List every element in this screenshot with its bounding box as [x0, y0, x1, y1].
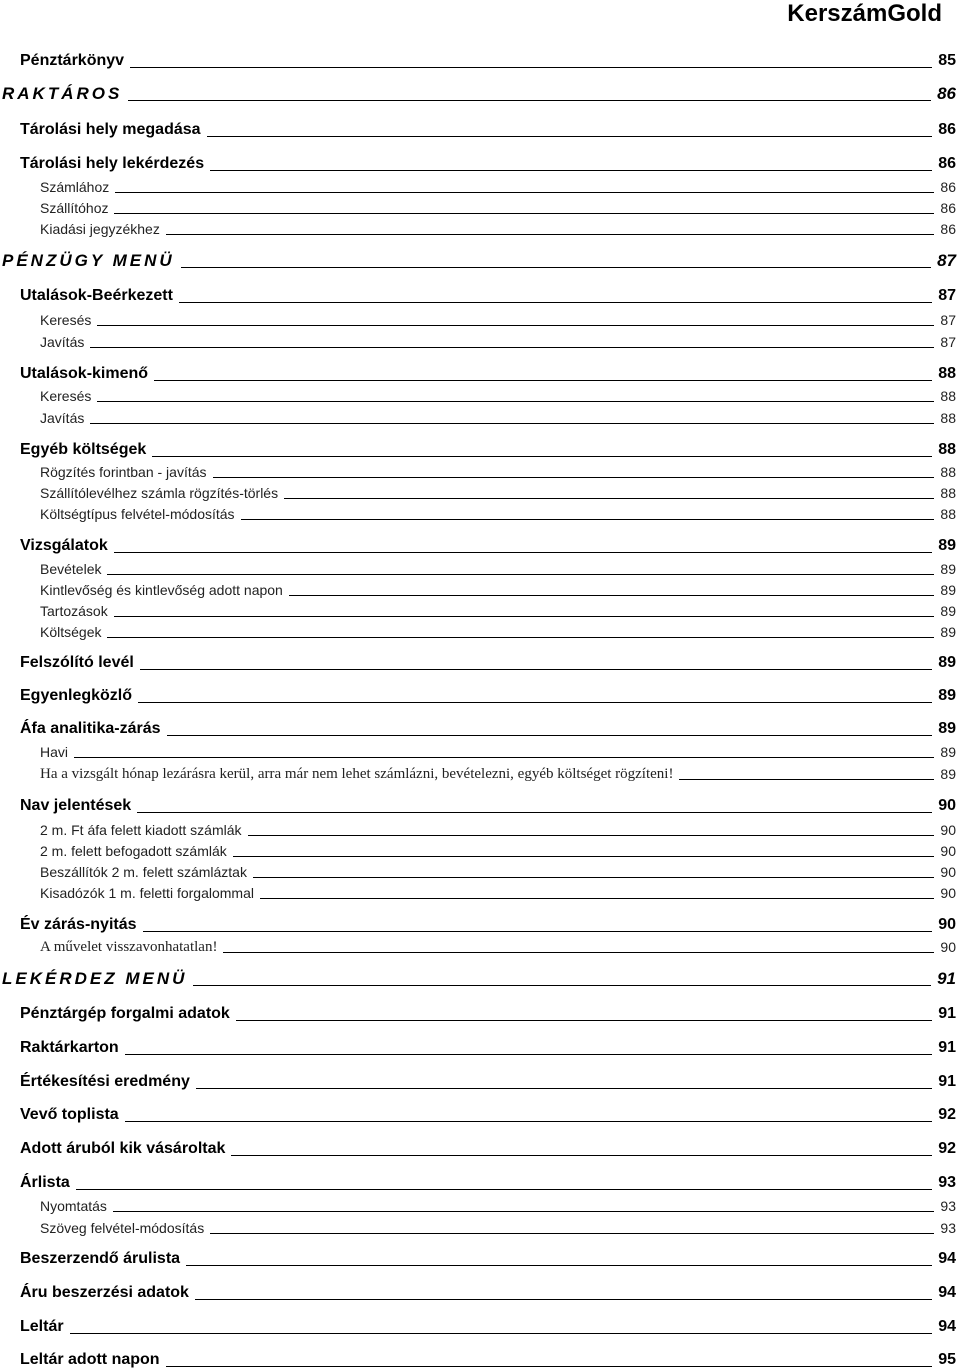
toc-page-number: 92	[938, 1106, 956, 1123]
toc-page-number: 89	[938, 537, 956, 554]
toc-entry-label: Kisadózók 1 m. feletti forgalommal	[40, 885, 254, 901]
toc-subentry[interactable]	[40, 560, 956, 578]
toc-subentry[interactable]	[40, 1197, 956, 1215]
toc-entry-label: Beszállítók 2 m. felett számláztak	[40, 864, 247, 880]
toc-page-number: 86	[940, 179, 956, 195]
toc-entry-label: Javítás	[40, 410, 85, 426]
toc-entry[interactable]	[20, 286, 956, 306]
toc-entry[interactable]	[20, 653, 956, 673]
toc-leader-line	[76, 1189, 932, 1190]
toc-entry-label: Tárolási hely lekérdezés	[20, 155, 205, 172]
toc-entry-label: Szállítólevélhez számla rögzítés-törlés	[40, 485, 279, 501]
toc-entry[interactable]	[20, 1038, 956, 1058]
toc-section-heading[interactable]	[2, 83, 956, 105]
toc-leader-line	[143, 931, 933, 932]
toc-entry[interactable]	[20, 1139, 956, 1159]
toc-leader-line	[248, 835, 935, 836]
toc-entry[interactable]	[20, 51, 956, 71]
toc-leader-line	[193, 985, 931, 986]
toc-entry[interactable]	[20, 364, 956, 384]
toc-subentry[interactable]	[40, 863, 956, 881]
toc-entry-label: Szállítóhoz	[40, 200, 109, 216]
toc-leader-line	[253, 877, 934, 878]
toc-entry[interactable]	[20, 1105, 956, 1125]
toc-entry-label: Egyenlegközlő	[20, 687, 133, 704]
toc-entry-label: Árlista	[20, 1174, 70, 1191]
toc-leader-line	[260, 898, 934, 899]
toc-entry[interactable]	[20, 536, 956, 556]
toc-page-number: 92	[938, 1140, 956, 1157]
toc-leader-line	[284, 498, 934, 499]
toc-entry-label: PÉNZÜGY MENÜ	[2, 251, 175, 270]
toc-leader-line	[213, 477, 935, 478]
toc-entry-label: Pénztárgép forgalmi adatok	[20, 1005, 230, 1022]
toc-entry-label: Adott áruból kik vásároltak	[20, 1140, 226, 1157]
toc-page-number: 88	[940, 464, 956, 480]
toc-leader-line	[195, 1299, 932, 1300]
toc-page-number: 91	[938, 1005, 956, 1022]
toc-page-number: 91	[937, 969, 956, 988]
toc-entry-label: Számlához	[40, 179, 110, 195]
toc-page-number: 91	[938, 1073, 956, 1090]
toc-leader-line	[196, 1088, 932, 1089]
toc-leader-line	[207, 136, 933, 137]
toc-entry-label: Értékesítési eredmény	[20, 1073, 190, 1090]
toc-subentry[interactable]	[40, 387, 956, 405]
toc-leader-line	[113, 1211, 935, 1212]
toc-leader-line	[90, 347, 934, 348]
toc-leader-line	[166, 234, 935, 235]
toc-entry-label: Utalások-Beérkezett	[20, 287, 173, 304]
toc-entry-label: Ha a vizsgált hónap lezárásra kerül, arra már nem lehet számlázni, bevételezni, egyéb költséget rögzíteni!	[40, 766, 674, 782]
toc-entry[interactable]	[20, 154, 956, 174]
toc-entry-label: Kintlevőség és kintlevőség adott napon	[40, 582, 283, 598]
toc-leader-line	[679, 779, 934, 780]
toc-subentry[interactable]	[40, 842, 956, 860]
toc-subentry[interactable]	[40, 743, 956, 761]
toc-entry-label: LEKÉRDEZ MENÜ	[2, 969, 188, 988]
toc-leader-line	[114, 552, 932, 553]
toc-leader-line	[154, 380, 932, 381]
toc-page-number: 87	[940, 334, 956, 350]
toc-leader-line	[114, 213, 934, 214]
toc-page-number: 86	[938, 155, 956, 172]
toc-leader-line	[74, 757, 934, 758]
toc-page-number: 90	[940, 843, 956, 859]
toc-leader-line	[166, 1366, 933, 1367]
toc-page-number: 90	[940, 939, 956, 955]
toc-page-number: 90	[940, 864, 956, 880]
toc-entry-label: Költségek	[40, 624, 102, 640]
toc-entry[interactable]	[20, 1072, 956, 1092]
toc-leader-line	[128, 100, 931, 101]
toc-leader-line	[114, 616, 935, 617]
toc-entry-label: Áru beszerzési adatok	[20, 1284, 189, 1301]
toc-entry[interactable]	[20, 1173, 956, 1193]
toc-subentry[interactable]	[40, 938, 956, 956]
toc-entry-label: Felszólító levél	[20, 654, 134, 671]
toc-page-number: 88	[940, 506, 956, 522]
toc-entry-label: Vevő toplista	[20, 1106, 119, 1123]
toc-entry-label: Utalások-kimenő	[20, 365, 149, 382]
toc-subentry[interactable]	[40, 765, 956, 783]
toc-leader-line	[125, 1054, 933, 1055]
toc-page-number: 86	[940, 221, 956, 237]
toc-entry-label: Leltár	[20, 1318, 64, 1335]
toc-subentry[interactable]	[40, 505, 956, 523]
toc-leader-line	[179, 302, 932, 303]
toc-subentry[interactable]	[40, 1219, 956, 1237]
toc-entry-label: Havi	[40, 744, 69, 760]
toc-entry[interactable]	[20, 120, 956, 140]
toc-subentry[interactable]	[40, 333, 956, 351]
toc-page-number: 87	[937, 251, 956, 270]
toc-subentry[interactable]	[40, 623, 956, 641]
toc-leader-line	[90, 423, 934, 424]
toc-leader-line	[107, 637, 934, 638]
toc-page-number: 94	[938, 1318, 956, 1335]
toc-page-number: 89	[938, 687, 956, 704]
toc-leader-line	[107, 574, 934, 575]
toc-page-number: 94	[938, 1250, 956, 1267]
toc-entry-label: Tartozások	[40, 603, 108, 619]
toc-leader-line	[210, 170, 932, 171]
toc-page-number: 89	[940, 582, 956, 598]
toc-page-number: 88	[940, 485, 956, 501]
toc-page-number: 86	[940, 200, 956, 216]
toc-page-number: 90	[940, 885, 956, 901]
toc-section-heading[interactable]	[2, 250, 956, 272]
toc-entry[interactable]	[20, 1317, 956, 1337]
toc-leader-line	[70, 1333, 933, 1334]
toc-leader-line	[167, 735, 933, 736]
toc-leader-line	[115, 192, 934, 193]
toc-leader-line	[97, 401, 934, 402]
toc-entry[interactable]	[20, 796, 956, 816]
toc-page-number: 88	[940, 388, 956, 404]
toc-page-number: 85	[938, 52, 956, 69]
toc-leader-line	[181, 267, 931, 268]
toc-page-number: 93	[940, 1198, 956, 1214]
toc-page-number: 87	[938, 287, 956, 304]
toc-leader-line	[140, 669, 932, 670]
toc-page-number: 94	[938, 1284, 956, 1301]
toc-leader-line	[125, 1121, 933, 1122]
toc-leader-line	[97, 325, 934, 326]
toc-entry[interactable]	[20, 1283, 956, 1303]
toc-entry-label: Egyéb költségek	[20, 441, 147, 458]
toc-page-number: 90	[938, 797, 956, 814]
toc-entry[interactable]	[20, 719, 956, 739]
toc-subentry[interactable]	[40, 409, 956, 427]
toc-leader-line	[233, 856, 935, 857]
toc-section-heading[interactable]	[2, 968, 956, 990]
toc-page-number: 89	[940, 561, 956, 577]
toc-entry-label: Vizsgálatok	[20, 537, 108, 554]
toc-entry-label: Raktárkarton	[20, 1039, 119, 1056]
toc-entry[interactable]	[20, 915, 956, 935]
toc-entry-label: Javítás	[40, 334, 85, 350]
toc-subentry[interactable]	[40, 821, 956, 839]
toc-page-number: 89	[938, 654, 956, 671]
toc-entry[interactable]	[20, 1004, 956, 1024]
toc-page-number: 90	[940, 822, 956, 838]
toc-entry-label: Nyomtatás	[40, 1198, 107, 1214]
toc-page-number: 89	[938, 720, 956, 737]
toc-leader-line	[138, 702, 932, 703]
toc-entry-label: A művelet visszavonhatatlan!	[40, 939, 218, 955]
toc-entry-label: RAKTÁROS	[2, 84, 123, 103]
toc-entry-label: Bevételek	[40, 561, 102, 577]
toc-leader-line	[152, 456, 932, 457]
toc-page-number: 89	[940, 744, 956, 760]
toc-entry-label: 2 m. Ft áfa felett kiadott számlák	[40, 822, 242, 838]
toc-leader-line	[130, 67, 932, 68]
toc-page-number: 89	[940, 766, 956, 782]
toc-leader-line	[236, 1020, 932, 1021]
toc-entry-label: Beszerzendő árulista	[20, 1250, 181, 1267]
toc-subentry[interactable]	[40, 199, 956, 217]
toc-entry-label: Nav jelentések	[20, 797, 132, 814]
toc-page-number: 89	[940, 603, 956, 619]
toc-subentry[interactable]	[40, 484, 956, 502]
toc-entry-label: Költségtípus felvétel-módosítás	[40, 506, 235, 522]
toc-page-number: 93	[940, 1220, 956, 1236]
toc-leader-line	[289, 595, 935, 596]
toc-entry[interactable]	[20, 686, 956, 706]
toc-entry-label: Év zárás-nyitás	[20, 916, 137, 933]
toc-subentry[interactable]	[40, 311, 956, 329]
toc-page-number: 88	[940, 410, 956, 426]
toc-entry-label: Tárolási hely megadása	[20, 121, 201, 138]
toc-page-number: 88	[938, 441, 956, 458]
toc-entry-label: Áfa analitika-zárás	[20, 720, 161, 737]
toc-leader-line	[186, 1265, 932, 1266]
toc-page-number: 90	[938, 916, 956, 933]
toc-subentry[interactable]	[40, 220, 956, 238]
toc-page-number: 86	[937, 84, 956, 103]
toc-entry-label: Keresés	[40, 388, 92, 404]
toc-subentry[interactable]	[40, 884, 956, 902]
toc-subentry[interactable]	[40, 178, 956, 196]
toc-entry-label: Keresés	[40, 312, 92, 328]
document-header-title: KerszámGold	[787, 0, 942, 27]
toc-entry-label: Pénztárkönyv	[20, 52, 125, 69]
toc-page-number: 86	[938, 121, 956, 138]
toc-entry-label: Kiadási jegyzékhez	[40, 221, 160, 237]
toc-page-number: 93	[938, 1174, 956, 1191]
toc-entry[interactable]	[20, 1249, 956, 1269]
toc-subentry[interactable]	[40, 581, 956, 599]
toc-page-number: 87	[940, 312, 956, 328]
toc-leader-line	[137, 812, 932, 813]
toc-entry-label: Szöveg felvétel-módosítás	[40, 1220, 205, 1236]
toc-page-number: 91	[938, 1039, 956, 1056]
toc-entry-label: Leltár adott napon	[20, 1351, 160, 1368]
toc-page-number: 89	[940, 624, 956, 640]
toc-leader-line	[223, 952, 934, 953]
toc-entry-label: 2 m. felett befogadott számlák	[40, 843, 227, 859]
toc-entry[interactable]	[20, 440, 956, 460]
toc-subentry[interactable]	[40, 463, 956, 481]
toc-subentry[interactable]	[40, 602, 956, 620]
toc-page-number: 95	[938, 1351, 956, 1368]
toc-entry[interactable]	[20, 1350, 956, 1370]
toc-leader-line	[241, 519, 935, 520]
toc-leader-line	[231, 1155, 932, 1156]
toc-entry-label: Rögzítés forintban - javítás	[40, 464, 207, 480]
toc-leader-line	[210, 1233, 934, 1234]
toc-page-number: 88	[938, 365, 956, 382]
